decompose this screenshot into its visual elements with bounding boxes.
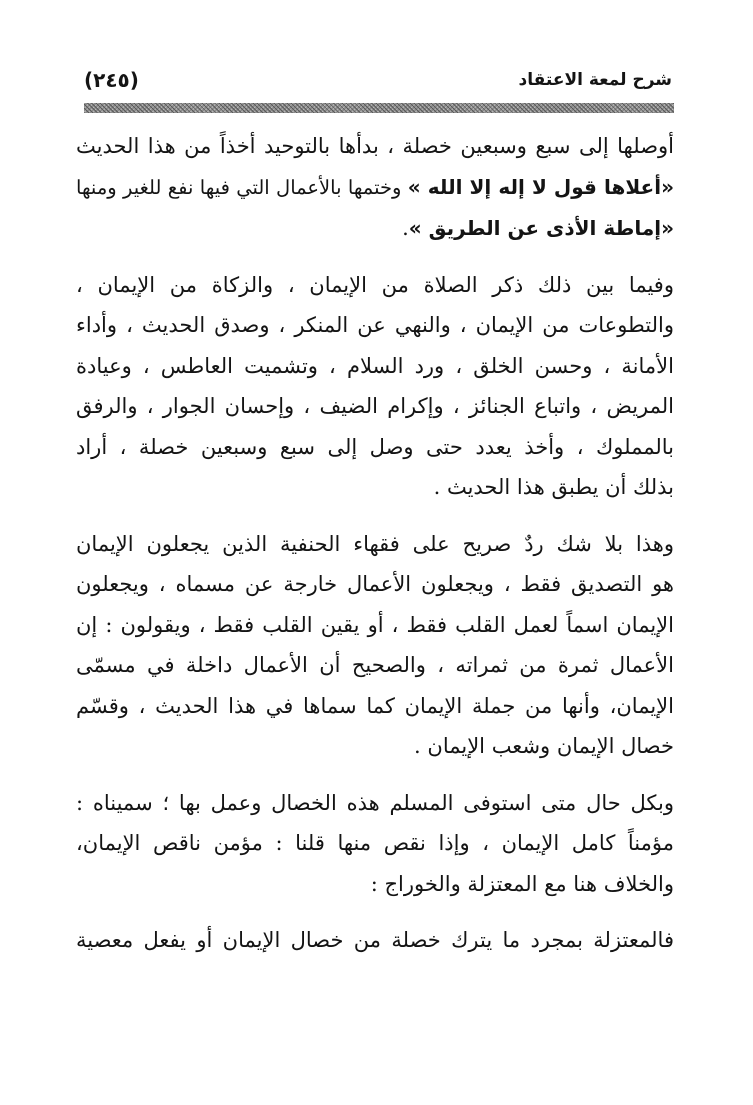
paragraph-5 bbox=[76, 920, 674, 961]
text-line: المريض ، واتباع الجنائز ، وإكرام الضيف ، وإحسان الجوار ، والرفق bbox=[76, 394, 674, 418]
text-line: بالمملوك ، وأخذ يعدد حتى وصل إلى سبع وسبعين خصلة ، أراد bbox=[76, 434, 674, 459]
text-line: والخلاف هنا مع المعتزلة والخوراج : bbox=[370, 871, 674, 896]
text-line: وهذا بلا شك ردٌ صريح على فقهاء الحنفية الذين يجعلون الإيمان bbox=[76, 531, 674, 556]
text-line: فالمعتزلة بمجرد ما يترك خصلة من خصال الإيمان أو يفعل معصية bbox=[76, 928, 674, 952]
text-line: خصال الإيمان وشعب الإيمان . bbox=[414, 734, 674, 758]
text-line: أوصلها إلى سبع وسبعين خصلة ، بدأها بالتوحيد أخذاً من هذا الحديث bbox=[76, 134, 674, 158]
paragraph-2 bbox=[76, 265, 674, 508]
text-line: بذلك أن يطبق هذا الحديث . bbox=[433, 475, 674, 499]
text-line: الإيمان اسماً لعمل القلب فقط ، أو يقين القلب فقط ، ويقولون : إن bbox=[76, 612, 674, 637]
text-line: الأمانة ، وحسن الخلق ، ورد السلام ، وتشميت العاطس ، وعيادة bbox=[76, 353, 674, 378]
text-line: مؤمناً كامل الإيمان ، وإذا نقص منها قلنا : مؤمن ناقص الإيمان، bbox=[76, 831, 674, 855]
hadith-quote: «أعلاها قول لا إله إلا الله » bbox=[407, 174, 674, 199]
paragraph-4 bbox=[76, 783, 674, 905]
text-line: الإيمان، وأنها من جملة الإيمان كما سماها في هذا الحديث ، وقسّم bbox=[76, 693, 674, 718]
text-run: وختمها بالأعمال التي فيها نفع للغير ومنها bbox=[76, 175, 408, 199]
hadith-quote: «إماطة الأذى عن الطريق » bbox=[408, 216, 674, 240]
text-line: الأعمال ثمرة من ثمراته ، والصحيح أن الأعمال داخلة في مسمّى bbox=[76, 653, 674, 677]
page-number: (٢٤٥) bbox=[84, 68, 139, 92]
page-header bbox=[84, 66, 672, 100]
text-line: وفيما بين ذلك ذكر الصلاة من الإيمان ، والزكاة من الإيمان ، bbox=[76, 272, 674, 297]
paragraph-1 bbox=[76, 126, 674, 249]
text-line: وبكل حال متى استوفى المسلم هذه الخصال وعمل بها ؛ سميناه : bbox=[76, 790, 674, 815]
paragraph-3 bbox=[76, 524, 674, 767]
header-divider bbox=[84, 103, 674, 113]
text-line bbox=[76, 167, 674, 209]
text-line bbox=[76, 208, 674, 249]
text-line: هو التصديق فقط ، ويجعلون الأعمال خارجة عن مسماه ، ويجعلون bbox=[76, 572, 674, 596]
text-run: . bbox=[402, 216, 409, 240]
text-line: والتطوعات من الإيمان ، والنهي عن المنكر ، وصدق الحديث ، وأداء bbox=[76, 313, 674, 337]
running-title: شرح لمعة الاعتقاد bbox=[518, 70, 672, 90]
main-text bbox=[76, 126, 674, 961]
